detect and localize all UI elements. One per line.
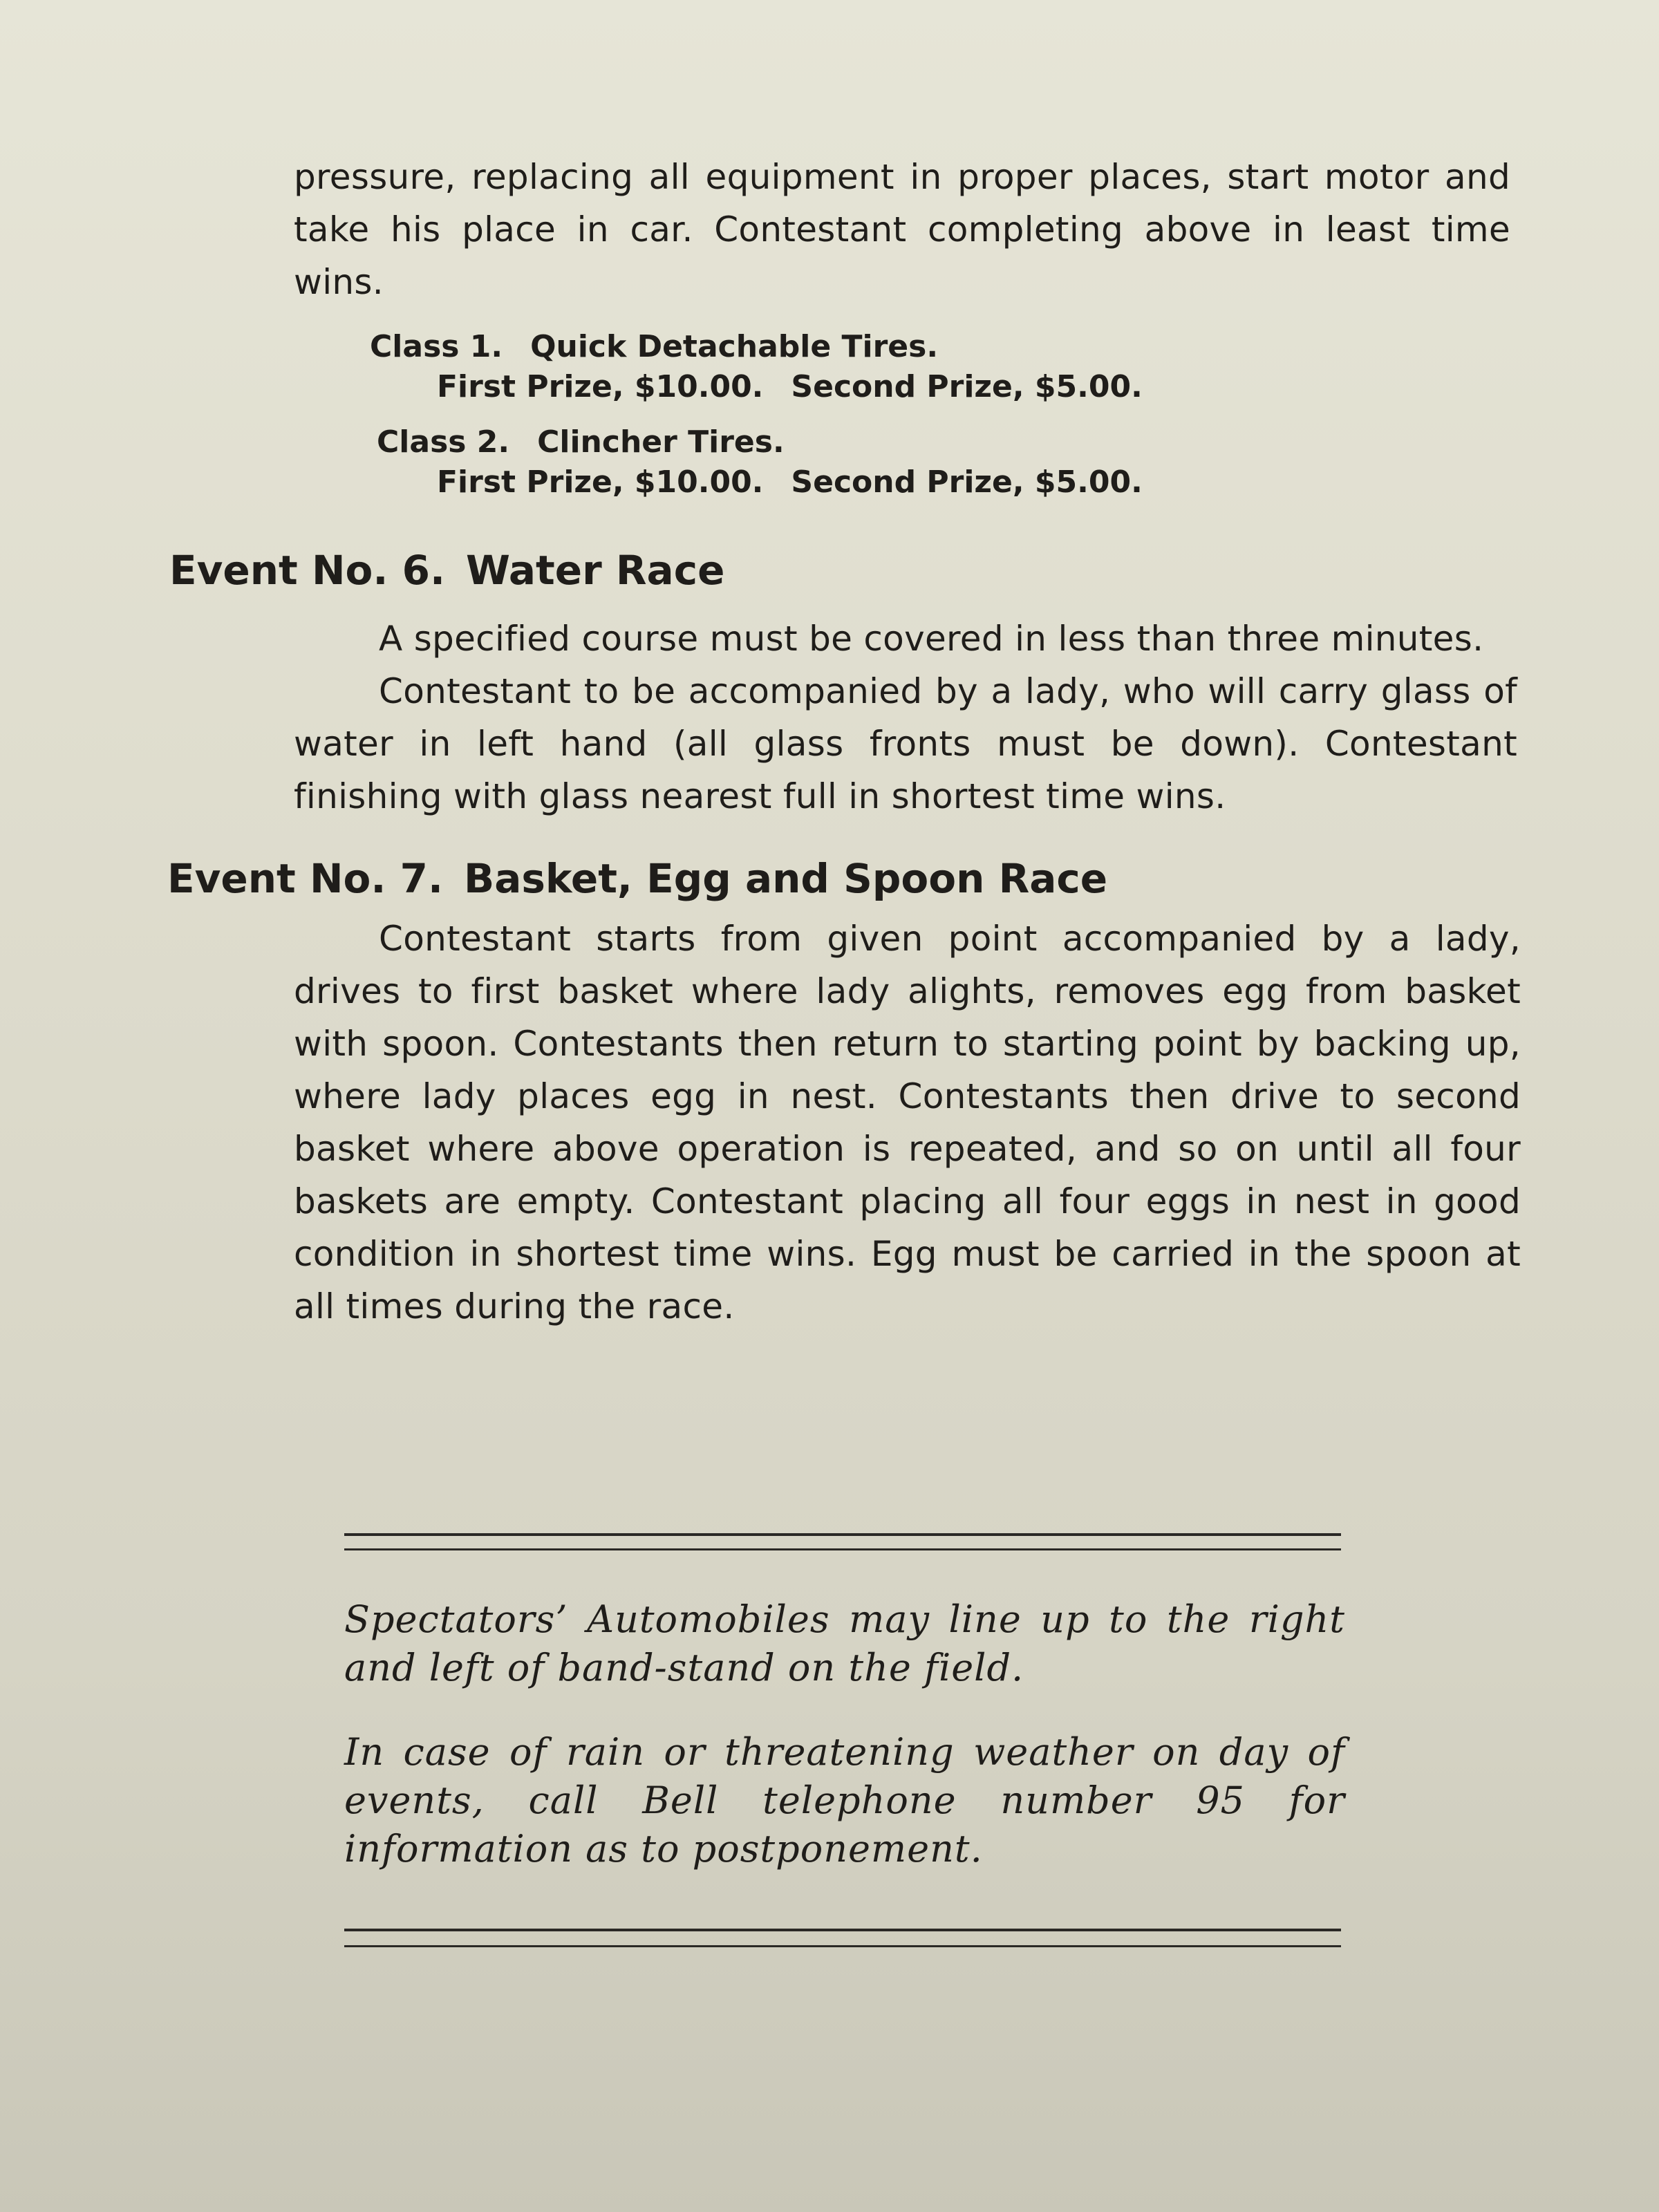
event-6-heading [169,546,724,594]
top-rule-2 [344,1548,1341,1550]
event-7-paragraph: Contestant starts from given point accompanied by a lady, drives to first basket where lady alights, removes egg from basket with spoon. Contestants then return to starting point by backing up, where lady places egg in nest. Contestants then drive to second basket where above operation is repeated, and so on until all four baskets are empty. Contestant placing all four eggs in nest in good condition in shortest time wins. Egg must be carried in the spoon at all times during the race. [294,919,1521,1327]
class-2-heading [377,422,785,463]
class-1-heading [370,326,938,368]
event-7-title: Basket, Egg and Spoon Race [463,855,1108,902]
class-1-name: Quick Detachable Tires. [530,329,939,364]
class-2-prizes [437,462,1143,503]
class-1-second-prize: Second Prize, $5.00. [791,369,1143,404]
class-1-prizes [437,366,1143,408]
event-6-paragraph-2: Contestant to be accompanied by a lady, who will carry glass of water in left hand (all glass fronts must be down). Contestant finishing with glass nearest full in shortest time wins. [294,671,1517,816]
top-rule-1 [344,1533,1341,1536]
event-7-heading [167,854,1107,903]
class-1-first-prize: First Prize, $10.00. [437,369,764,404]
class-1-label: Class 1. [370,329,503,364]
class-2-name: Clincher Tires. [537,424,785,460]
event-6-paragraph-1: A specified course must be covered in less than three minutes. [379,619,1484,659]
class-2-second-prize: Second Prize, $5.00. [791,465,1143,500]
intro-paragraph: pressure, replacing all equipment in proper places, start motor and take his place in car. Contestant completing above in least time wins. [294,157,1510,302]
rain-notice: In case of rain or threatening weather on day of events, call Bell telephone number 95 for information as to postponement. [344,1730,1345,1871]
event-7-number: Event No. 7. [167,855,443,902]
bottom-rule-1 [344,1929,1341,1931]
event-6-title: Water Race [465,547,725,594]
bottom-rule-2 [344,1945,1341,1947]
spectators-notice: Spectators’ Automobiles may line up to the right and left of band-stand on the field. [344,1597,1345,1689]
event-6-number: Event No. 6. [169,547,445,594]
class-2-first-prize: First Prize, $10.00. [437,465,764,500]
class-2-label: Class 2. [377,424,510,460]
